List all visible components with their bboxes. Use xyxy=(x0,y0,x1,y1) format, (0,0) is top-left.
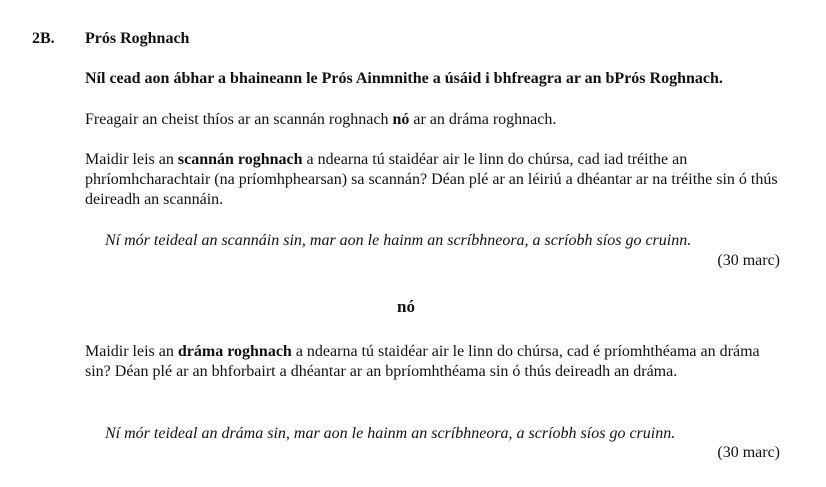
question-title: Prós Roghnach xyxy=(85,30,190,47)
drama-text-before: Maidir leis an xyxy=(85,343,178,360)
film-text-after: a ndearna tú staidéar air le linn do chúrsa, cad iad tréithe an phríomhcharachtair (na príomhphearsan) sa scannán? Déan plé ar an léiriú a dhéantar ar na tréithe sin ó thús deireadh an scannáin. xyxy=(85,151,778,208)
drama-text-after: a ndearna tú staidéar air le linn do chúrsa, cad é príomhthéama an dráma sin? Déan plé ar an bhforbairt a dhéantar ar an bpríomhthéama sin ó thús deireadh an dráma. xyxy=(85,343,760,380)
intro-text-bold: nó xyxy=(392,111,410,128)
drama-marks: (30 marc) xyxy=(717,444,780,461)
drama-question-paragraph xyxy=(85,342,785,382)
drama-note: Ní mór teideal an dráma sin, mar aon le hainm an scríbhneora, a scríobh síos go cruinn. xyxy=(105,425,676,442)
film-text-bold: scannán roghnach xyxy=(177,151,303,168)
question-number: 2B. xyxy=(32,30,55,47)
drama-text-bold: dráma roghnach xyxy=(177,343,292,360)
intro-text-after: ar an dráma roghnach. xyxy=(409,111,557,128)
film-marks: (30 marc) xyxy=(717,252,780,269)
film-question-paragraph xyxy=(85,150,785,210)
or-separator: nó xyxy=(397,297,415,316)
film-text-before: Maidir leis an xyxy=(85,151,178,168)
film-note: Ní mór teideal an scannáin sin, mar aon le hainm an scríbhneora, a scríobh síos go cruinn. xyxy=(105,232,692,249)
intro-text-before: Freagair an cheist thíos ar an scannán roghnach xyxy=(85,111,393,128)
intro-paragraph xyxy=(85,110,785,130)
instruction-text: Níl cead aon ábhar a bhaineann le Prós Ainmnithe a úsáid i bhfreagra ar an bPrós Roghnach. xyxy=(85,70,723,87)
